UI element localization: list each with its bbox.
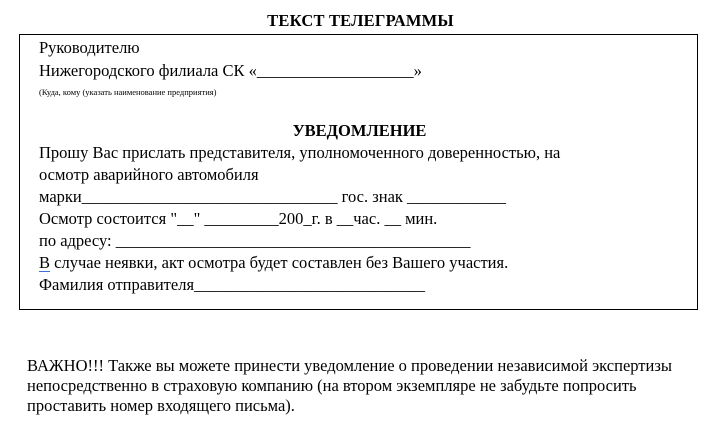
absence-line <box>39 253 508 273</box>
document-title: ТЕКСТ ТЕЛЕГРАММЫ <box>267 11 454 30</box>
car-make-line: марки_______________________________ гос. знак ____________ <box>39 187 507 206</box>
telegram-box <box>19 34 698 310</box>
inspection-time-line: Осмотр состоится "__" _________200_г. в __час. __ мин. <box>39 209 438 228</box>
notice-heading: УВЕДОМЛЕНИЕ <box>292 121 427 140</box>
recipient-line-2: Нижегородского филиала СК «___________________» <box>39 61 422 80</box>
sender-line: Фамилия отправителя____________________________ <box>39 275 426 294</box>
recipient-line-1: Руководителю <box>39 38 140 57</box>
absence-first-letter: В <box>39 253 51 272</box>
request-line-1: Прошу Вас прислать представителя, уполномоченного доверенностью, на <box>39 143 561 162</box>
important-note: ВАЖНО!!! Также вы можете принести уведомление о проведении независимой экспертизы непосредственно в страховую компанию (на втором экземпляре не забудьте попросить проставить номер входящего письма). <box>27 356 672 415</box>
recipient-hint: (Куда, кому (указать наименование предприятия) <box>39 87 217 97</box>
absence-text: случае неявки, акт осмотра будет составлен без Вашего участия. <box>50 253 509 272</box>
address-line: по адресу: ___________________________________________ <box>39 231 471 250</box>
request-line-2: осмотр аварийного автомобиля <box>39 165 259 184</box>
